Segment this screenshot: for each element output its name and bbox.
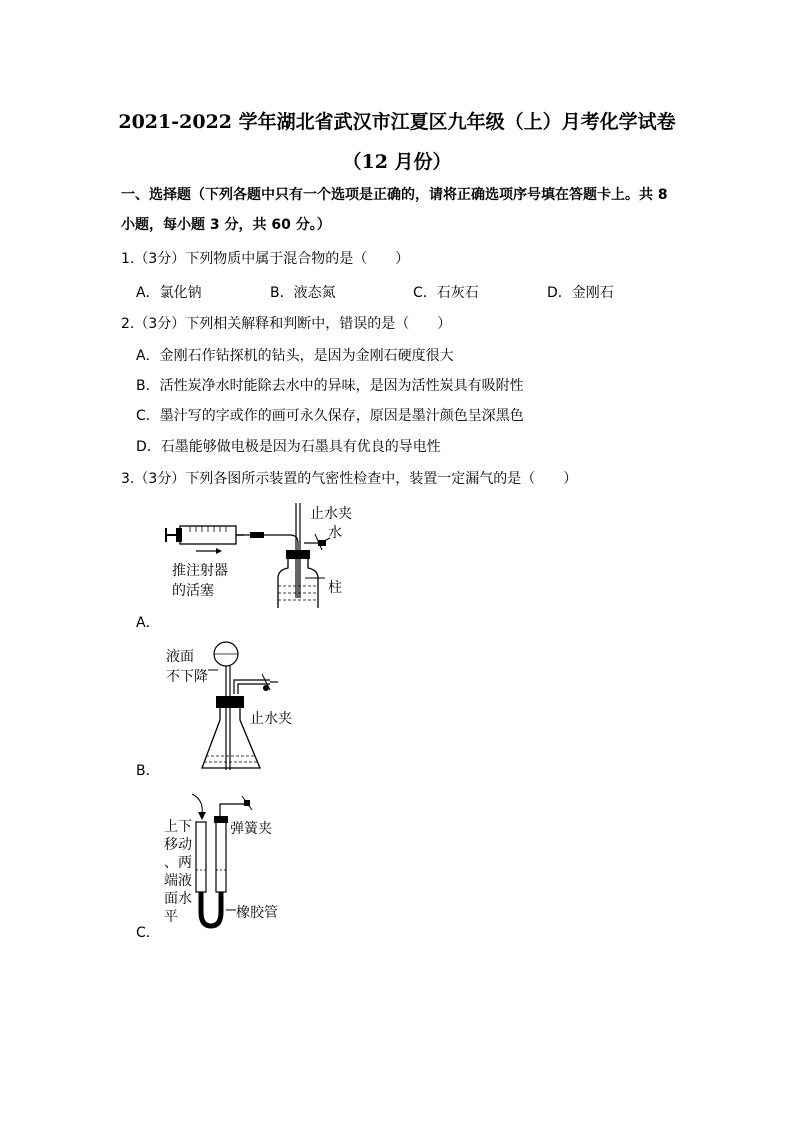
question-3-option-c: C． [136,925,160,941]
question-1-option-b: B．液态氮 [270,285,336,301]
question-1-option-c: C．石灰石 [413,285,479,301]
diagram-c-rubber-label: 橡胶管 [236,905,278,921]
diagram-c-move-label-3: 、两 [164,855,192,871]
question-1-option-a: A．氯化钠 [136,285,202,301]
diagram-c-spring-label: 弹簧夹 [230,821,272,837]
question-2-option-c: C．墨汁写的字或作的画可永久保存，原因是墨汁颜色呈深黑色 [136,408,524,424]
question-2-option-b: B．活性炭净水时能除去水中的异味，是因为活性炭具有吸附性 [136,378,524,394]
diagram-c-move-label-4: 端液 [164,873,192,889]
diagram-a-syringe-apparatus [160,498,390,612]
diagram-b-level-label-1: 液面 [166,649,194,665]
section-heading: 一、选择题（下列各题中只有一个选项是正确的，请将正确选项序号填在答题卡上。共 8 小题，每小题 3 分，共 60 分。） [121,187,668,233]
diagram-c-u-tube [160,790,300,934]
question-3-option-a: A． [136,615,160,631]
diagram-b-clamp-label: 止水夹 [250,711,292,727]
question-2-option-d: D．石墨能够做电极是因为石墨具有优良的导电性 [136,439,441,455]
diagram-b-level-label-2: 不下降 [166,669,208,685]
question-2-option-a: A．金刚石作钻探机的钻头，是因为金刚石硬度很大 [136,348,454,364]
diagram-b-funnel-flask [160,640,320,779]
diagram-a-water-label-1: 水 [328,525,342,541]
diagram-c-move-label-1: 上下 [164,819,192,835]
diagram-a-syringe-label-2: 的活塞 [172,583,214,599]
question-2-stem: 2.（3分）下列相关解释和判断中，错误的是（ ） [121,316,452,332]
diagram-a-syringe-label-1: 推注射器 [172,563,228,579]
exam-subtitle: （12 月份） [342,151,452,173]
diagram-c-move-label-5: 面水 [164,891,192,907]
question-3-option-b: B． [136,763,160,779]
exam-title: 2021-2022 学年湖北省武汉市江夏区九年级（上）月考化学试卷 [118,111,676,133]
diagram-a-water-label-2: 柱 [328,580,342,596]
question-1-stem: 1.（3分）下列物质中属于混合物的是（ ） [121,251,410,267]
diagram-a-clamp-label: 止水夹 [310,506,352,522]
question-1-option-d: D．金刚石 [547,285,614,301]
question-3-stem: 3.（3分）下列各图所示装置的气密性检查中，装置一定漏气的是（ ） [121,471,578,487]
diagram-c-move-label-6: 平 [164,909,178,925]
diagram-c-move-label-2: 移动 [164,837,192,853]
